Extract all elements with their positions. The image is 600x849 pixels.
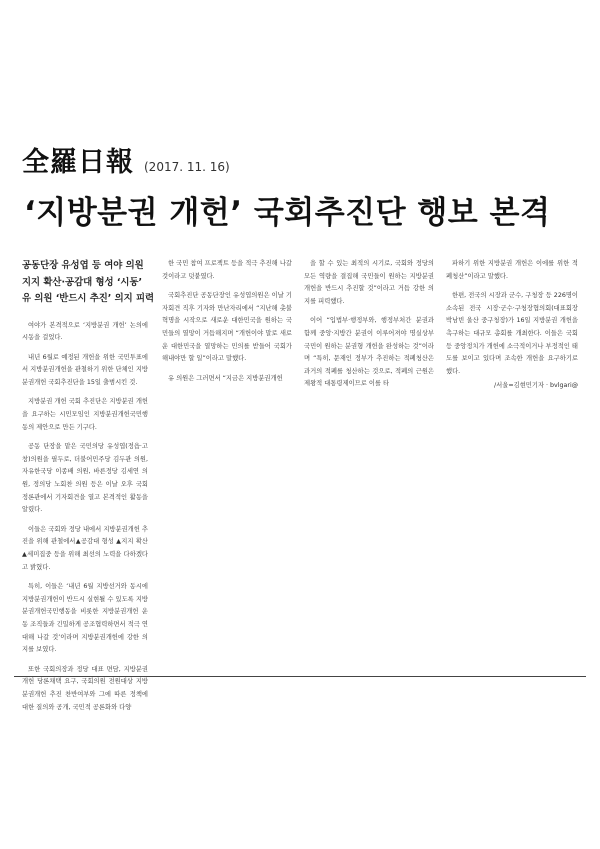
article-paragraph: 유 의원은 그러면서 “지금은 지방분권개헌 [168, 374, 283, 382]
article-column-3 [304, 258, 434, 391]
article-paragraph: 을 할 수 있는 최적의 시기로, 국회와 정당의 모든 역량을 결집해 국민들이 원하는 지방분권 개헌을 반드시 추진할 것”이라고 거듭 강한 의지를 피력했다. [304, 260, 434, 305]
article-paragraph: 이어 “입법부·행정부와, 행정부처간 분권과 함께 중앙·지방간 분권이 이루어져야 명실상부 국민이 원하는 분권형 개헌을 완성하는 것”이라며 “특히, 문재인 정부가 추진하는 적폐청산은 과거의 적폐를 청산하는 것으로, 적폐의 근원은 제왕적 대통령제이므로 이를 타 [304, 317, 434, 388]
article-paragraph: 또한 국회의장과 정당 대표 면담, 지방분권개헌 당론채택 요구, 국회의원 전원대상 지방분권개헌 추진 찬반여부와 그에 따른 정책에 대한 질의와 공개, 국민적 공론화와 다양 [22, 665, 148, 711]
article-paragraph: 이들은 국회와 정당 내에서 지방분권개헌 추진을 위해 관철에서▲공감대 형성 ▲지지 확산 ▲세미집중 등을 위해 최선의 노력을 다하겠다고 밝혔다. [22, 525, 148, 571]
article-paragraph: 한편, 전국의 시장과 군수, 구청장 등 226명이 소속된 전국 시장·군수·구청장협의회(대표회장 박남빈 울산 중구청장)가 16일 지방분권 개헌을 촉구하는 대규모 총회를 개최한다. 이들은 국회 등 중앙정치가 개헌에 소극적이거나 부정적인 태도를 보이고 있다며 조속한 개헌을 요구하기로 했다. [446, 292, 578, 375]
article-subhead: 지지 확산·공감대 형성 ‘시동’ [22, 276, 143, 288]
publication-date: (2017. 11. 16) [144, 160, 230, 174]
article-paragraph: 지방분권 개헌 국회 추진단은 지방분권 개헌을 요구하는 시민모임인 지방분권개헌국민행동의 제안으로 만든 기구다. [22, 398, 148, 431]
newspaper-name: 全羅日報 [22, 147, 134, 178]
article-column-2 [162, 258, 292, 385]
article-headline: ‘지방분권 개헌’ 국회추진단 행보 본격 [24, 195, 551, 231]
article-byline: /서울=김현민기자 · bvlgari@ [494, 382, 578, 390]
article-subheads [22, 258, 155, 308]
bottom-rule [14, 676, 586, 677]
article-paragraph: 공동 단장을 맡은 국민의당 유성엽(정읍·고창)의원을 필두로, 더불어민주당 김두관 의원, 자유한국당 이종배 의원, 바른정당 김세연 의원, 정의당 노회찬 의원 등은 이날 오후 국회 정론관에서 기자회견을 열고 본격적인 활동을 알렸다. [22, 443, 148, 514]
article-paragraph: 파하기 위한 지방분권 개헌은 이에를 위한 적폐청산”이라고 말했다. [446, 260, 578, 280]
article-subhead: 공동단장 유성엽 등 여야 의원 [22, 260, 144, 271]
article-paragraph: 한 국민 참여 프로젝트 등을 적극 추진해 나갈 것이라고 덧붙였다. [162, 260, 292, 280]
article-paragraph: 여야가 본격적으로 ‘지방분권 개헌’ 논의에 시동을 걸었다. [22, 321, 148, 342]
article-column-1 [22, 258, 155, 714]
article-paragraph: 내년 6월로 예정된 개헌을 위한 국민투표에서 지방분권개헌을 관철하기 위한 단체인 지방분권개헌 국회추진단을 15일 출범시킨 것. [22, 353, 148, 386]
article-paragraph: 국회추진단 공동단장인 유성엽의원은 이날 기자회견 직후 기자와 만난자리에서 “지난해 촛불혁명을 시작으로 새로운 대한민국을 원하는 국민들의 열망이 거듭해지며 “개헌이야 말로 새로운 대한민국을 열망하는 민의를 받들어 국회가 해내야만 할 일”이라고 말했다. [162, 292, 292, 363]
newspaper-masthead [22, 148, 230, 178]
article-subhead: 유 의원 ‘반드시 추진’ 의지 피력 [22, 293, 155, 304]
article-column-4 [446, 258, 578, 393]
article-paragraph: 특히, 이들은 ‘내년 6월 지방선거와 동시에 지방분권개헌이 반드시 실현될 수 있도록 지방분권개헌국민행동을 비롯한 지방분권개헌 운동 조직들과 긴밀하게 공조협력하면서 적극 연대해 나갈 것’이라며 지방분권개헌에 강한 의지를 보였다. [22, 583, 148, 654]
